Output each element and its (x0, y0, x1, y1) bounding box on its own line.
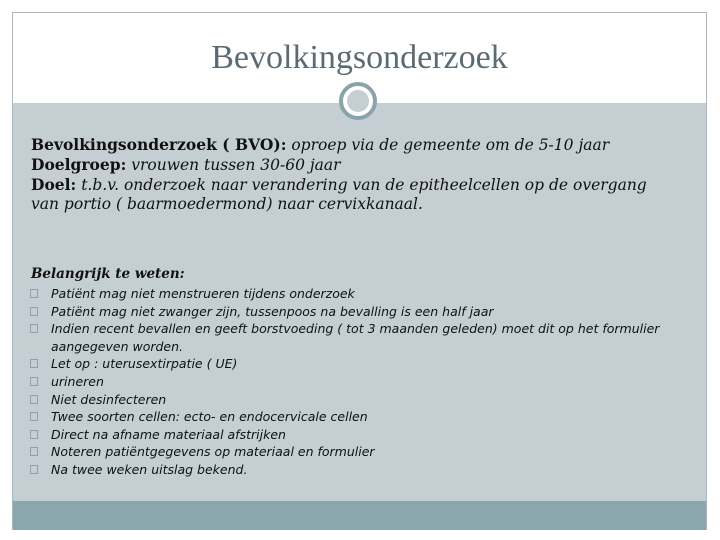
ring-divider-icon (339, 82, 377, 120)
list-item (30, 426, 690, 444)
list-item-text: Patiënt mag niet menstrueren tijdens onderzoek (51, 286, 355, 301)
list-item (30, 391, 690, 409)
list-item-text: Niet desinfecteren (51, 391, 167, 407)
square-bullet-icon (30, 307, 38, 316)
square-bullet-icon (30, 447, 38, 456)
list-item-text: Twee soorten cellen: ecto- en endocervicale cellen (51, 409, 368, 425)
intro-block (31, 135, 691, 214)
content-area (13, 103, 706, 501)
list-item (30, 373, 690, 391)
list-item (30, 355, 690, 373)
footer-bar (13, 501, 706, 530)
bullet-list (30, 285, 690, 479)
list-item (30, 285, 690, 303)
intro-line-portio (31, 195, 691, 214)
intro-text-portio: van portio ( baarmoedermond) naar cervixkanaal. (31, 195, 423, 213)
intro-line-doelgroep (31, 155, 691, 175)
intro-text-doelgroep: vrouwen tussen 30-60 jaar (126, 156, 341, 174)
intro-line-doel (31, 175, 691, 195)
square-bullet-icon (30, 430, 38, 439)
intro-label-bvo: Bevolkingsonderzoek ( BVO): (31, 135, 287, 154)
square-bullet-icon (30, 359, 38, 368)
list-item-text: Na twee weken uitslag bekend. (51, 461, 248, 477)
list-item-text: urineren (51, 373, 104, 389)
intro-label-doelgroep: Doelgroep: (31, 155, 127, 174)
square-bullet-icon (30, 377, 38, 386)
list-item (30, 408, 690, 426)
square-bullet-icon (30, 412, 38, 421)
list-item-text: Noteren patiëntgegevens op materiaal en formulier (51, 444, 375, 460)
square-bullet-icon (30, 395, 38, 404)
slide-title: Bevolkingsonderzoek (211, 39, 508, 76)
slide-frame (12, 12, 707, 530)
list-item-text: Direct na afname materiaal afstrijken (51, 426, 286, 442)
intro-label-doel: Doel: (31, 175, 77, 194)
list-item (30, 303, 690, 321)
list-item-text: Let op : uterusextirpatie ( UE) (51, 356, 238, 372)
square-bullet-icon (30, 465, 38, 474)
list-item (30, 320, 690, 355)
intro-text-bvo: oproep via de gemeente om de 5-10 jaar (286, 136, 610, 154)
intro-text-doel: t.b.v. onderzoek naar verandering van de epitheelcellen op de overgang (76, 176, 647, 194)
intro-line-bvo (31, 135, 691, 155)
square-bullet-icon (30, 289, 38, 298)
list-item (30, 461, 690, 479)
list-item (30, 443, 690, 461)
list-item-text: Patiënt mag niet zwanger zijn, tussenpoos na bevalling is een half jaar (51, 303, 494, 319)
subheading-belangrijk: Belangrijk te weten: (31, 266, 185, 282)
list-item-text: Indien recent bevallen en geeft borstvoeding ( tot 3 maanden geleden) moet dit op het formulier aangegeven worden. (51, 321, 660, 354)
square-bullet-icon (30, 324, 38, 333)
